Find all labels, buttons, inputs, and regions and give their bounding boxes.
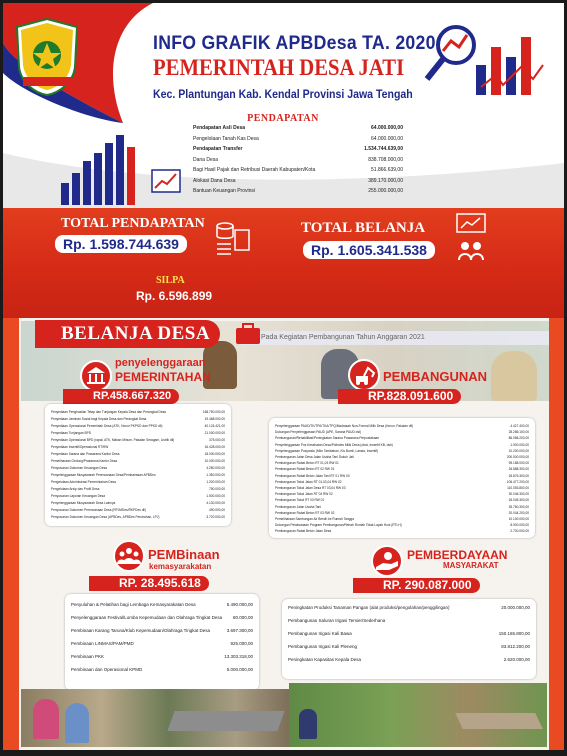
pembangunan-list [269, 418, 535, 538]
list-item [275, 529, 529, 533]
list-item-label: Pembangunan Irigasi Kali Bawa [288, 631, 352, 636]
list-item-label: Pembinaan LINMAS/PAM/PMD [71, 641, 134, 646]
list-item-value: 8.000.000,00 [510, 523, 529, 528]
government-title: PEMERINTAH DESA JATI [153, 55, 405, 80]
pendapatan-row-label: Pendapatan Transfer [193, 146, 243, 152]
list-item [275, 517, 529, 521]
list-item [51, 445, 225, 449]
excavator-icon [350, 361, 378, 389]
list-item-value: 35.760.300,00 [508, 504, 529, 509]
list-item [275, 461, 529, 465]
list-item [275, 523, 529, 527]
list-item-value: 375.000,00 [209, 438, 225, 442]
list-item [275, 480, 529, 484]
list-item-value: 40.124.421,00 [204, 424, 225, 428]
list-item-label: Dukungan Pelaksanaan Program Pembangunan/Rehab Rumah Tidak Layak Huni (RTLH) [275, 523, 402, 528]
pemberdayaan-amount: RP. 290.087.000 [353, 578, 480, 593]
list-item-label: Pembinaan dan Operasional KPMD [71, 667, 143, 672]
list-item-value: 20.000.000,00 [501, 605, 530, 610]
list-item-label: Penyelenggaraan PAUD/TK/TPA/TKA/TPQ/Madrasah Non-Formal Milik Desa (Honor, Pakaian dll) [275, 424, 414, 428]
total-belanja-value: Rp. 1.605.341.538 [303, 241, 435, 259]
list-item-value: 26.876.300,00 [508, 473, 529, 478]
bar-chart-icon [61, 133, 141, 205]
pendapatan-row [193, 136, 403, 142]
list-item [275, 467, 529, 471]
briefcase-icon [235, 323, 261, 345]
list-item-label: Penyelenggaraan Posyandu (Mkn Tambahan, Kls Bumil, Lansia, Insentif) [275, 448, 379, 453]
list-item [71, 602, 253, 607]
pemerintahan-title1: penyelenggaraan [115, 357, 206, 369]
bank-building-icon [82, 362, 110, 390]
list-item-label: Penyediaan Sarana dan Prasarana Kantor Desa [51, 452, 120, 456]
list-item-value: 3.720.000,00 [206, 515, 225, 519]
list-item [51, 459, 225, 463]
list-item [275, 474, 529, 478]
list-item-label: Penyelenggaraan Musyawarah Perencanaan Desa/Pembahasan APBDes [51, 473, 156, 477]
list-item-value: 10.100.000,00 [508, 517, 529, 521]
header [3, 3, 564, 208]
list-item-label: Penyediaan Penghasilan Tetap dan Tunjangan Kepala Desa dan Perangkat Desa [51, 410, 166, 414]
list-item-value: 16.428.000,00 [204, 445, 225, 449]
list-item [275, 498, 529, 502]
list-item [51, 487, 225, 491]
totals-band [3, 208, 564, 318]
list-item-label: Pembangunan Rabat Beton RT 03 RW 02 [275, 510, 335, 515]
list-item [71, 641, 253, 646]
pembinaan-amount: RP. 28.495.618 [89, 576, 209, 591]
total-pendapatan-value: Rp. 1.598.744.639 [55, 235, 187, 253]
pendapatan-box [163, 113, 403, 199]
list-item-value: 3.697.300,00 [226, 628, 253, 633]
pendapatan-row-label: Dana Desa [193, 156, 219, 163]
list-item [51, 431, 225, 435]
pendapatan-row [193, 178, 403, 184]
pendapatan-title: PENDAPATAN [247, 113, 319, 124]
list-item-value: 2.620.000,00 [503, 657, 530, 662]
pemerintahan-amount: RP.458.667.320 [63, 389, 179, 404]
list-item [71, 628, 253, 633]
pendapatan-row-label: Alokasi Dana Desa [193, 177, 236, 184]
list-item-label: Peningkatan Kapasitas Kepala Desa [288, 657, 362, 662]
list-item [275, 505, 529, 509]
list-item-label: Pembangunan Talud Jalan RT 04 RW 02 [275, 492, 333, 497]
pendapatan-row [193, 125, 403, 131]
list-item-label: Penyelenggaraan Musyawarah Desa Lainnya [51, 501, 116, 505]
list-item-value: 10.000.000,00 [204, 459, 225, 463]
list-item-value: 150.165.800,00 [498, 631, 530, 636]
list-item-label: Pengelolaan Arsip dan Profil Desa [51, 487, 100, 491]
list-item-label: Penyusunan Laporan Keuangan Desa [51, 494, 106, 498]
list-item-label: Penyediaan Tunjangan BPD [51, 431, 92, 435]
list-item-label: Pembangunan Talud Jalan RT 01,03,04 RW 02 [275, 479, 342, 484]
list-item-value: 1.350.000,00 [206, 473, 225, 477]
pembinaan-icon-circle [113, 540, 145, 572]
silpa-value: Rp. 6.596.899 [136, 289, 213, 303]
pembangunan-title: PEMBANGUNAN [383, 369, 487, 384]
list-item [275, 424, 529, 428]
list-item [288, 657, 530, 662]
pendapatan-row-label: Pendapatan Asli Desa [193, 125, 246, 131]
list-item-value: 86.086.200,00 [508, 436, 529, 441]
list-item-label: Pembinaan Karang Taruna/Klub Kepemudaan/Olahraga Tingkat Desa [71, 628, 211, 633]
list-item [51, 452, 225, 456]
pendapatan-row-value: 838.708.000,00 [368, 156, 403, 163]
list-item-value: 26.045.300,00 [508, 498, 529, 503]
list-item-value: 750.000,00 [209, 487, 225, 491]
list-item-label: Pemeliharaan Sambungan Air Bersih ke Rumah Tangga [275, 517, 354, 521]
list-item-value: 21.000.000,00 [204, 431, 225, 435]
pembangunan-amount: RP.828.091.600 [338, 389, 461, 404]
list-item [288, 618, 530, 623]
list-item-value: 4.427.400,00 [510, 424, 529, 428]
pendapatan-row-label: Bagi Hasil Pajak dan Retribusi Daerah Kabupaten/Kota [193, 167, 316, 173]
list-item-label: Pembangunan/Rehabilitasi/Peningkatan Sarana Prasarana Perpustakaan [275, 436, 380, 441]
pembinaan-title2: kemasyarakatan [149, 562, 212, 571]
pendapatan-row-value: 64.000.000,00 [371, 135, 403, 142]
list-item [51, 466, 225, 470]
pembangunan-icon-circle [348, 359, 380, 391]
list-item-value: 4.130.000,00 [206, 501, 225, 505]
list-item-value: 26.888.300,00 [508, 467, 529, 472]
list-item [51, 417, 225, 421]
pendapatan-row [193, 167, 403, 173]
list-item [288, 605, 530, 610]
list-item [71, 667, 253, 672]
list-item-label: Pembangunan Talud RT 03 RW 01 [275, 498, 325, 503]
list-item [275, 486, 529, 490]
pembinaan-title1: PEMBinaan [148, 547, 220, 562]
list-item-label: Pemeliharaan Gedung/Prasarana Kantor Desa [51, 459, 118, 463]
list-item-label: Pembangunan Rabat Beton Jalan Desa [275, 529, 332, 534]
list-item [275, 511, 529, 515]
list-item-value: 925.000,00 [230, 641, 253, 646]
list-item [51, 438, 225, 442]
list-item [51, 494, 225, 498]
pendapatan-row-value: 1.534.744.639,00 [364, 146, 403, 152]
pendapatan-row [193, 188, 403, 194]
list-item [51, 410, 225, 414]
pendapatan-row-value: 255.000.000,00 [368, 188, 403, 194]
list-item-value: 30.046.300,00 [508, 492, 529, 497]
list-item-value: 490.000,00 [209, 508, 225, 512]
list-item-label: Pembangunan Rabat Beton Jalan Tani RT 01 RW 03 [275, 473, 350, 478]
list-item-value: 20.044.200,00 [508, 510, 529, 515]
list-item-value: 5.490.000,00 [226, 602, 253, 607]
list-item-label: Pengelolaan Administrasi Pemerintahan Desa [51, 480, 116, 484]
pendapatan-row-value: 51.866.639,00 [371, 167, 403, 173]
list-item-value: 19.468.000,00 [204, 417, 225, 421]
list-item [275, 436, 529, 440]
pendapatan-row [193, 146, 403, 152]
list-item-value: 200.000.000,00 [506, 455, 529, 459]
list-item-label: Penyediaan Insentif/Operasional RT/RW [51, 445, 109, 449]
people-group-icon [115, 542, 143, 570]
list-item-label: Penyuluhan & Pelatihan bagi Lembaga Kemasyarakatan Desa [71, 602, 196, 607]
list-item [275, 492, 529, 496]
list-item-label: Pembangunan Saluran Irigasi Tersier/Sederhana [288, 618, 386, 623]
list-item-label: Penyediaan Jaminan Sosial bagi Kepala Desa dan Perangkat Desa [51, 417, 147, 421]
list-item-value: 28.286.100,00 [508, 430, 529, 435]
list-item-value: 13.303.318,00 [224, 654, 253, 659]
list-item [51, 501, 225, 505]
hand-money-icon [373, 547, 401, 575]
belanja-desa-heading: BELANJA DESA [35, 320, 220, 348]
list-item-label: Penyediaan Operasional Pemerintah Desa (ATK, Honor PKPKD dan PPKD dll) [51, 424, 163, 428]
list-item-label: Pembangunan Talud Jalan Desa RT 03,04 RW 03 [275, 486, 346, 490]
list-item [288, 644, 530, 649]
list-item-value: 1.500.000,00 [206, 494, 225, 498]
list-item-label: Penyusunan Dokumen Keuangan Desa (APBDes, APBDes Perubahan, LPJ) [51, 515, 160, 519]
pendapatan-row-value: 64.000.000,00 [371, 125, 403, 131]
kendal-logo [13, 17, 81, 97]
list-item-label: Penyusunan Dokumen Perencanaan Desa (RPJMDes/RKPDes dll) [51, 508, 146, 512]
pendapatan-row-label: Pengelolaan Tanah Kas Desa [193, 135, 259, 142]
list-item [71, 615, 253, 620]
infographic-poster [3, 3, 564, 750]
pemberdayaan-title2: MASYARAKAT [443, 561, 499, 570]
list-item [51, 515, 225, 519]
list-item-value: 106.477.200,00 [506, 479, 529, 484]
silpa-label: SILPA [156, 275, 185, 286]
list-item [275, 430, 529, 434]
community-photos [21, 689, 289, 747]
list-item [275, 443, 529, 447]
location-subtitle: Kec. Plantungan Kab. Kendal Provinsi Jawa Tengah [153, 87, 413, 101]
page-title: INFO GRAFIK APBDesa TA. 2020 [153, 33, 436, 54]
pendapatan-row-value: 389.170.000,00 [368, 177, 403, 184]
list-item [275, 449, 529, 453]
list-item-value: 1.200.000,00 [206, 480, 225, 484]
list-item-value: 18.000.000,00 [204, 452, 225, 456]
list-item-value: 2.700.000,00 [510, 529, 529, 534]
list-item-label: Pembangunan Irigasi Kali Pleneng [288, 644, 358, 649]
pemerintahan-title2: PEMERINTAHAN [115, 370, 211, 384]
list-item [51, 480, 225, 484]
list-item-value: 95.188.000,00 [508, 461, 529, 466]
list-item-label: Pembinaan PKK [71, 654, 105, 659]
list-item-label: Pembangunan Jalan Usaha Tani [275, 504, 322, 509]
list-item-value: 1.000.000,00 [510, 442, 529, 447]
list-item [288, 631, 530, 636]
list-item [275, 455, 529, 459]
list-item [51, 473, 225, 477]
pemerintahan-list [45, 404, 231, 526]
list-item [71, 654, 253, 659]
list-item-value: 5.000.000,00 [226, 667, 253, 672]
pembinaan-list [65, 594, 259, 690]
list-item-value: 168.750.000,00 [202, 410, 225, 414]
pendapatan-row-label: Bantuan Keuangan Provinsi [193, 188, 255, 194]
list-item-value: 80.000,00 [232, 615, 253, 620]
pemberdayaan-list [282, 599, 536, 679]
pemberdayaan-title1: PEMBERDAYAAN [407, 548, 508, 562]
list-item-label: Pembangunan Rabat Beton RT 02 RW 01 [275, 467, 335, 472]
list-item-value: 4.280.000,00 [206, 466, 225, 470]
banner-text: Pada Kegiatan Pembangunan Tahun Anggaran 2021 [241, 331, 549, 345]
presentation-icon [455, 212, 487, 272]
irrigation-photos [289, 683, 547, 747]
list-item-label: Penyusunan Dokumen Keuangan Desa [51, 466, 107, 470]
growth-chart-icon [151, 169, 181, 193]
magnifier-chart-icon [421, 17, 546, 97]
list-item-label: Penyelenggaraan Festival/Lomba Kepemudaan dan Olahraga Tingkat Desa [71, 615, 223, 620]
pendapatan-row [193, 157, 403, 163]
list-item-label: Penyediaan Operasional BPD (rapat, ATK, Makan Minum, Pakaian Seragam, Listrik dll) [51, 438, 175, 442]
list-item [51, 424, 225, 428]
list-item-value: 110.053.800,00 [507, 486, 529, 490]
total-pendapatan-label: TOTAL PENDAPATAN [61, 216, 205, 231]
list-item [51, 508, 225, 512]
total-belanja-label: TOTAL BELANJA [301, 220, 426, 236]
list-item-label: Pembangunan Rabat Beton RT 01,03 RW 01 [275, 461, 339, 466]
pemerintahan-icon-circle [80, 360, 112, 392]
list-item-label: Peningkatan Produksi Tanaman Pangan (alat produksi/pengolahan/penggilingan) [288, 605, 450, 610]
list-item-value: 10.200.000,00 [508, 448, 529, 453]
list-item-label: Pembangunan Jalan Desa Jalan Usaha Tani Dukuh Jati [275, 455, 354, 459]
pemberdayaan-icon-circle [371, 545, 403, 577]
list-item-label: Penyelenggaraan Pos Kesehatan Desa/Polindes Milik Desa (obat, Insentif KB, dsb) [275, 442, 393, 447]
list-item-value: 83.812.200,00 [501, 644, 530, 649]
money-stack-icon [215, 216, 251, 258]
list-item-label: Dukungan Penyelenggaraan PAUD (APE, Sarana PAUD dst) [275, 430, 361, 435]
